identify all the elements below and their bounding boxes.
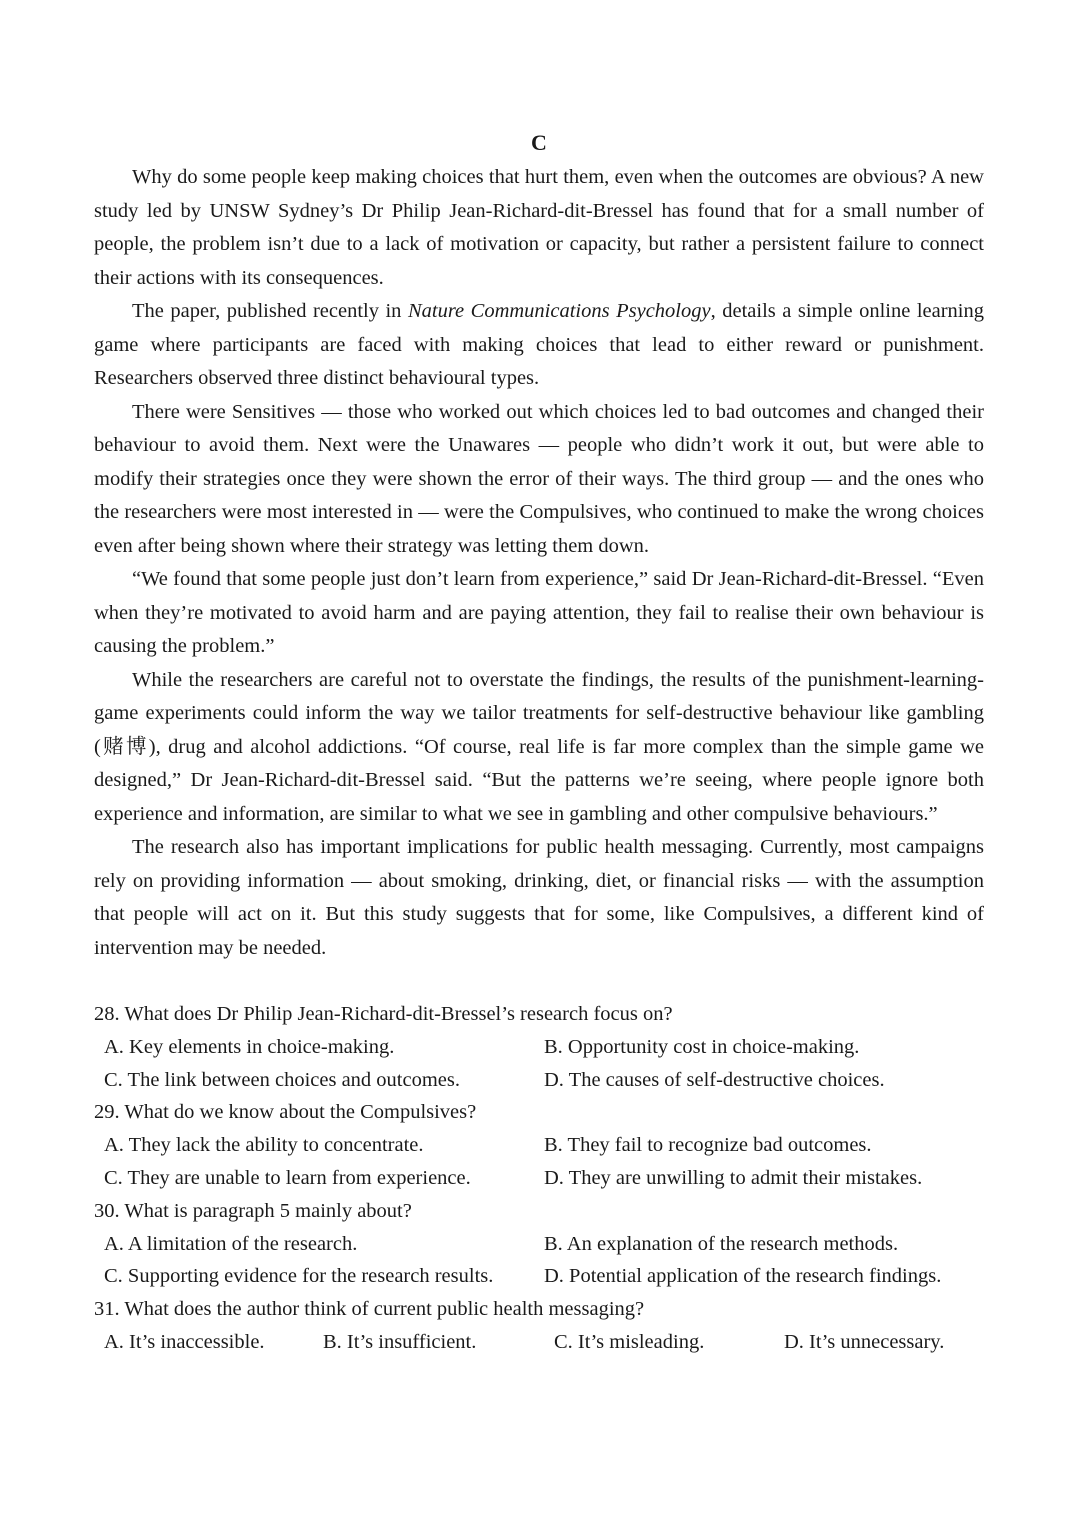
question-28 (94, 998, 984, 1096)
option-b[interactable]: B. Opportunity cost in choice-making. (544, 1035, 860, 1058)
option-c[interactable]: C. Supporting evidence for the research results. (104, 1265, 494, 1288)
question-30 (94, 1195, 984, 1293)
option-b[interactable]: B. An explanation of the research methods. (544, 1232, 899, 1255)
option-b[interactable]: B. They fail to recognize bad outcomes. (544, 1134, 872, 1157)
question-stem: 30. What is paragraph 5 mainly about? (94, 1199, 412, 1222)
question-stem: 28. What does Dr Philip Jean-Richard-dit-Bressel’s research focus on? (94, 1003, 673, 1025)
option-d[interactable]: D. They are unwilling to admit their mistakes. (544, 1166, 923, 1189)
journal-title: Nature Communications Psychology (407, 300, 711, 322)
paragraph-1: Why do some people keep making choices that hurt them, even when the outcomes are obvious? A new study led by UNSW Sydney’s Dr Philip Jean-Richard-dit-Bressel has found that for a small number of people, the problem isn’t due to a lack of motivation or capacity, but rather a persistent failure to connect their actions with its consequences. (94, 166, 984, 289)
option-a[interactable]: A. It’s inaccessible. (104, 1330, 265, 1353)
paragraph-3: There were Sensitives — those who worked out which choices led to bad outcomes and changed their behaviour to avoid them. Next were the Unawares — people who didn’t work it out, but were able to modify their strategies once they were shown the error of their ways. The third group — and the ones who the researchers were most interested in — were the Compulsives, who continued to make the wrong choices even after being shown where their strategy was letting them down. (94, 400, 984, 557)
question-list (94, 998, 984, 1359)
option-b[interactable]: B. It’s insufficient. (323, 1330, 477, 1353)
section-title: C (531, 130, 547, 155)
option-a[interactable]: A. A limitation of the research. (104, 1232, 358, 1255)
option-row (94, 1162, 984, 1195)
option-d[interactable]: D. It’s unnecessary. (784, 1330, 945, 1353)
option-row (94, 1260, 984, 1293)
reading-passage (94, 161, 984, 965)
paragraph-2-rest: , details a simple online learning game where participants are faced with making choices that lead to either reward or punishment. Researchers observed three distinct behavioural types. (94, 300, 984, 389)
option-row (94, 1064, 984, 1097)
paragraph-4: “We found that some people just don’t learn from experience,” said Dr Jean-Richard-dit-Bressel. “Even when they’re motivated to avoid harm and are paying attention, they fail to realise their own behaviour is causing the problem.” (94, 568, 984, 657)
option-d[interactable]: D. The causes of self-destructive choices. (544, 1068, 885, 1091)
paragraph-2 (94, 295, 984, 396)
paragraph-6: The research also has important implications for public health messaging. Currently, most campaigns rely on providing information — about smoking, drinking, diet, or financial risks — with the assumption that people will act on it. But this study suggests that for some, like Compulsives, a different kind of intervention may be needed. (94, 836, 984, 959)
option-row (94, 1228, 984, 1261)
option-row (94, 1326, 984, 1359)
option-a[interactable]: A. Key elements in choice-making. (104, 1035, 395, 1058)
question-stem: 29. What do we know about the Compulsives? (94, 1101, 477, 1124)
option-c[interactable]: C. The link between choices and outcomes. (104, 1068, 460, 1091)
option-row (94, 1129, 984, 1162)
option-c[interactable]: C. They are unable to learn from experience. (104, 1166, 471, 1189)
paragraph-5: While the researchers are careful not to overstate the findings, the results of the punishment-learning-game experiments could inform the way we tailor treatments for self-destructive behaviour like gambling (赌博), drug and alcohol addictions. “Of course, real life is far more complex than the simple game we designed,” Dr Jean-Richard-dit-Bressel said. “But the patterns we’re seeing, where people ignore both experience and information, are similar to what we see in gambling and other compulsive behaviours.” (94, 668, 984, 825)
option-d[interactable]: D. Potential application of the research findings. (544, 1265, 942, 1288)
option-a[interactable]: A. They lack the ability to concentrate. (104, 1134, 424, 1157)
question-29 (94, 1096, 984, 1194)
option-row (94, 1031, 984, 1064)
paragraph-2-intro: The paper, published recently in (132, 300, 408, 322)
question-stem: 31. What does the author think of current public health messaging? (94, 1298, 645, 1321)
option-c[interactable]: C. It’s misleading. (554, 1330, 705, 1353)
question-31 (94, 1293, 984, 1359)
